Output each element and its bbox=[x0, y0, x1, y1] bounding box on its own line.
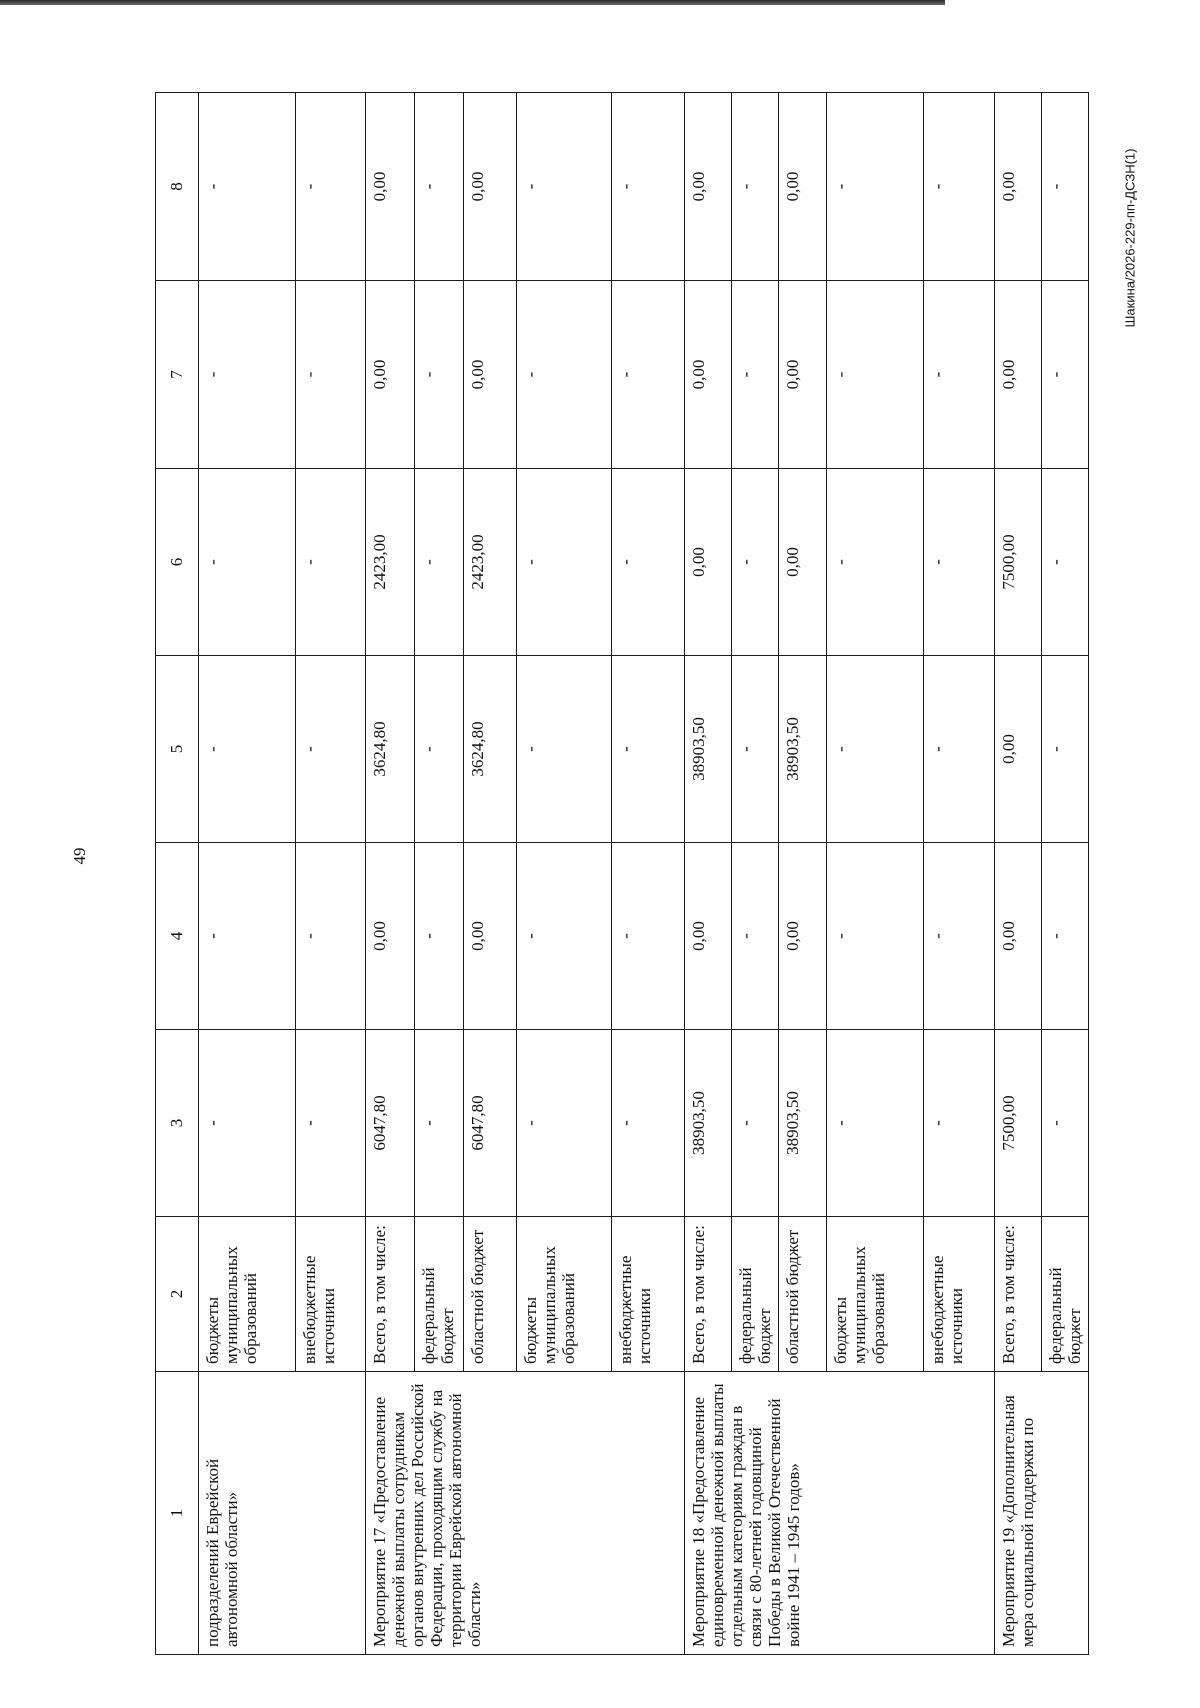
value-cell: 0,00 bbox=[995, 843, 1042, 1030]
value-cell: - bbox=[612, 93, 685, 281]
header-col-6: 6 bbox=[156, 469, 199, 656]
value-cell: - bbox=[827, 1030, 924, 1217]
document-reference: Шакина/2026-229-пп-ДСЗН(1) bbox=[1122, 148, 1138, 328]
value-cell: 0,00 bbox=[685, 843, 732, 1030]
value-cell: - bbox=[199, 93, 296, 281]
value-cell: - bbox=[732, 843, 779, 1030]
value-cell: 3624,80 bbox=[366, 656, 415, 843]
value-cell: 0,00 bbox=[779, 469, 827, 656]
value-cell: - bbox=[517, 93, 612, 281]
table-row bbox=[366, 93, 415, 1655]
value-cell: - bbox=[415, 281, 464, 469]
header-col-1: 1 bbox=[156, 1372, 199, 1655]
measure-name: Мероприятие 19 «Дополнительная мера социальной поддержки по bbox=[995, 1372, 1089, 1655]
value-cell: 0,00 bbox=[685, 469, 732, 656]
value-cell: - bbox=[517, 843, 612, 1030]
value-cell: - bbox=[612, 656, 685, 843]
funding-source: областной бюджет bbox=[464, 1217, 517, 1372]
value-cell: 0,00 bbox=[464, 281, 517, 469]
funding-source: внебюджетные источники bbox=[924, 1217, 995, 1372]
funding-source: Всего, в том числе: bbox=[995, 1217, 1042, 1372]
value-cell: - bbox=[296, 469, 366, 656]
value-cell: - bbox=[296, 1030, 366, 1217]
header-row bbox=[156, 93, 199, 1655]
value-cell: - bbox=[415, 469, 464, 656]
value-cell: - bbox=[199, 469, 296, 656]
measure-name: Мероприятие 18 «Предоставление единовременной денежной выплаты отдельным категориям граждан в связи с 80-летней годовщиной Победы в Великой Отечественной войне 1941 – 1945 годов» bbox=[685, 1372, 995, 1655]
value-cell: 7500,00 bbox=[995, 469, 1042, 656]
table-row bbox=[995, 93, 1042, 1655]
value-cell: - bbox=[827, 469, 924, 656]
value-cell: - bbox=[415, 93, 464, 281]
header-col-8: 8 bbox=[156, 93, 199, 281]
funding-source: областной бюджет bbox=[779, 1217, 827, 1372]
value-cell: - bbox=[296, 93, 366, 281]
value-cell: 0,00 bbox=[464, 843, 517, 1030]
value-cell: - bbox=[199, 656, 296, 843]
value-cell: - bbox=[827, 656, 924, 843]
value-cell: 6047,80 bbox=[366, 1030, 415, 1217]
value-cell: - bbox=[199, 1030, 296, 1217]
value-cell: - bbox=[924, 843, 995, 1030]
table-container bbox=[155, 93, 1085, 1655]
value-cell: 38903,50 bbox=[685, 656, 732, 843]
value-cell: 0,00 bbox=[995, 93, 1042, 281]
value-cell: - bbox=[924, 281, 995, 469]
value-cell: - bbox=[612, 469, 685, 656]
table-row bbox=[199, 93, 296, 1655]
value-cell: - bbox=[612, 1030, 685, 1217]
funding-source: бюджеты муниципальных образований bbox=[199, 1217, 296, 1372]
scan-edge-bar bbox=[0, 0, 945, 5]
value-cell: 6047,80 bbox=[464, 1030, 517, 1217]
value-cell: 0,00 bbox=[685, 281, 732, 469]
page-number: 49 bbox=[70, 847, 89, 865]
value-cell: - bbox=[1042, 843, 1089, 1030]
value-cell: 2423,00 bbox=[366, 469, 415, 656]
value-cell: - bbox=[415, 656, 464, 843]
value-cell: - bbox=[732, 1030, 779, 1217]
header-col-5: 5 bbox=[156, 656, 199, 843]
funding-source: бюджеты муниципальных образований bbox=[827, 1217, 924, 1372]
value-cell: - bbox=[827, 843, 924, 1030]
value-cell: 38903,50 bbox=[779, 1030, 827, 1217]
funding-source: федеральный бюджет bbox=[732, 1217, 779, 1372]
value-cell: - bbox=[827, 93, 924, 281]
value-cell: - bbox=[612, 843, 685, 1030]
value-cell: - bbox=[199, 843, 296, 1030]
value-cell: - bbox=[924, 469, 995, 656]
header-col-3: 3 bbox=[156, 1030, 199, 1217]
value-cell: - bbox=[924, 656, 995, 843]
value-cell: - bbox=[517, 656, 612, 843]
value-cell: 0,00 bbox=[366, 281, 415, 469]
value-cell: 7500,00 bbox=[995, 1030, 1042, 1217]
value-cell: 0,00 bbox=[366, 843, 415, 1030]
value-cell: - bbox=[415, 1030, 464, 1217]
value-cell: - bbox=[415, 843, 464, 1030]
measure-name: подразделений Еврейской автономной области» bbox=[199, 1372, 366, 1655]
header-col-7: 7 bbox=[156, 281, 199, 469]
value-cell: - bbox=[732, 469, 779, 656]
value-cell: 0,00 bbox=[366, 93, 415, 281]
value-cell: 38903,50 bbox=[685, 1030, 732, 1217]
value-cell: - bbox=[732, 93, 779, 281]
value-cell: 3624,80 bbox=[464, 656, 517, 843]
value-cell: - bbox=[1042, 93, 1089, 281]
value-cell: 0,00 bbox=[995, 281, 1042, 469]
value-cell: - bbox=[1042, 469, 1089, 656]
value-cell: - bbox=[199, 281, 296, 469]
budget-table bbox=[155, 92, 1089, 1655]
value-cell: 0,00 bbox=[995, 656, 1042, 843]
value-cell: - bbox=[1042, 281, 1089, 469]
funding-source: бюджеты муниципальных образований bbox=[517, 1217, 612, 1372]
value-cell: - bbox=[1042, 1030, 1089, 1217]
value-cell: - bbox=[827, 281, 924, 469]
value-cell: - bbox=[924, 1030, 995, 1217]
value-cell: - bbox=[517, 469, 612, 656]
value-cell: - bbox=[612, 281, 685, 469]
value-cell: 2423,00 bbox=[464, 469, 517, 656]
value-cell: - bbox=[296, 843, 366, 1030]
funding-source: Всего, в том числе: bbox=[366, 1217, 415, 1372]
value-cell: 0,00 bbox=[779, 93, 827, 281]
value-cell: - bbox=[517, 1030, 612, 1217]
header-col-2: 2 bbox=[156, 1217, 199, 1372]
funding-source: Всего, в том числе: bbox=[685, 1217, 732, 1372]
value-cell: - bbox=[732, 281, 779, 469]
value-cell: - bbox=[732, 656, 779, 843]
value-cell: - bbox=[517, 281, 612, 469]
value-cell: 0,00 bbox=[779, 281, 827, 469]
value-cell: - bbox=[924, 93, 995, 281]
funding-source: федеральный бюджет bbox=[415, 1217, 464, 1372]
funding-source: федеральный бюджет bbox=[1042, 1217, 1089, 1372]
value-cell: 0,00 bbox=[685, 93, 732, 281]
value-cell: 0,00 bbox=[779, 843, 827, 1030]
header-col-4: 4 bbox=[156, 843, 199, 1030]
value-cell: - bbox=[296, 656, 366, 843]
value-cell: - bbox=[1042, 656, 1089, 843]
value-cell: - bbox=[296, 281, 366, 469]
measure-name: Мероприятие 17 «Предоставление денежной выплаты сотрудникам органов внутренних дел Российской Федерации, проходящим службу на территории Еврейской автономной области» bbox=[366, 1372, 685, 1655]
value-cell: 38903,50 bbox=[779, 656, 827, 843]
funding-source: внебюджетные источники bbox=[296, 1217, 366, 1372]
table-row bbox=[685, 93, 732, 1655]
value-cell: 0,00 bbox=[464, 93, 517, 281]
funding-source: внебюджетные источники bbox=[612, 1217, 685, 1372]
